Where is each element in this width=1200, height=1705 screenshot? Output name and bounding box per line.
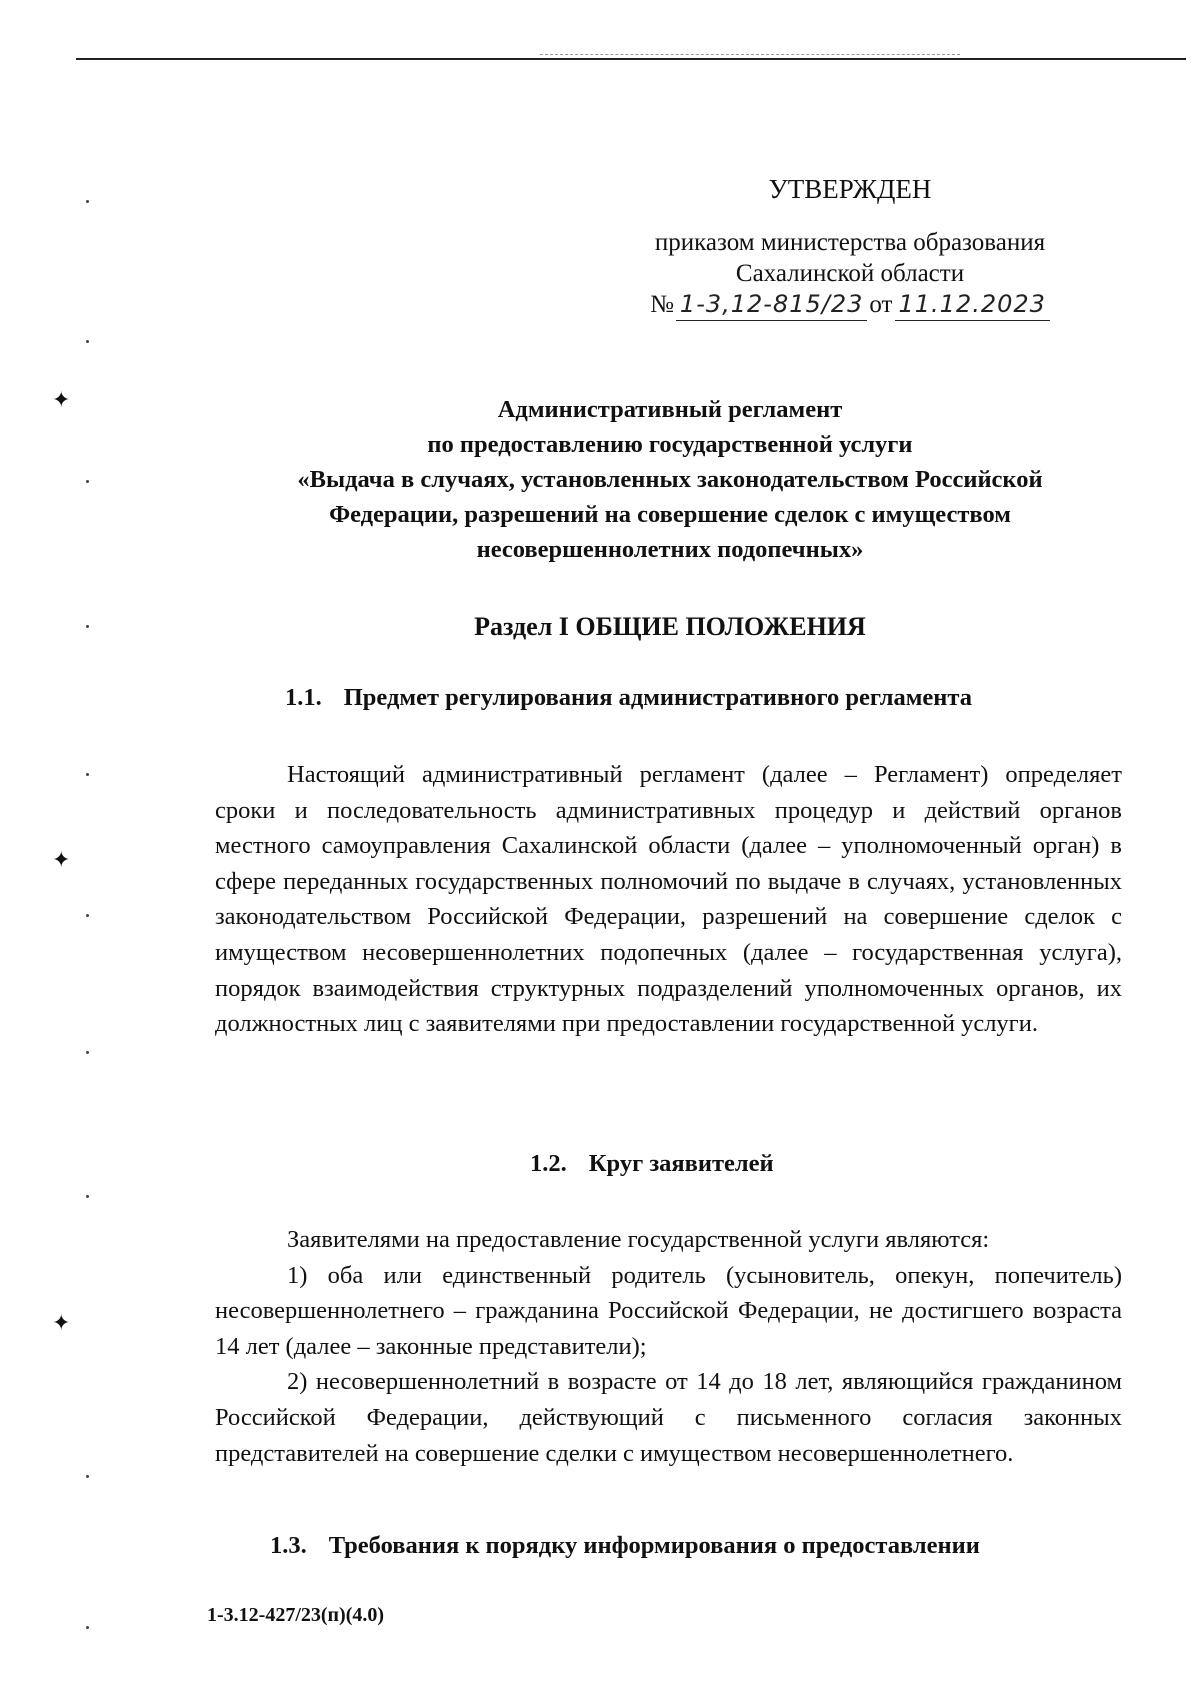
approval-region-line: Сахалинской области [735, 260, 965, 287]
approval-order-line: приказом министерства образования [654, 229, 1046, 256]
binding-arrow-icon: ✦ [52, 848, 71, 873]
binding-dot [86, 914, 89, 917]
subsection-heading-1-3 [270, 1532, 980, 1560]
paragraph-text: Настоящий административный регламент (далее – Регламент) определяет сроки и последовательность административных процедур и действий органов местного самоуправления Сахалинской области (далее – уполномоченный орган) в сфере переданных государственных полномочий по выдаче в случаях, установленных законодательством Российской Федерации, разрешений на совершение сделок с имуществом несовершеннолетних подопечных (далее – государственная услуга), порядок взаимодействия структурных подразделений уполномоченных органов, их должностных лиц с заявителями при предоставлении государственной услуги. [215, 761, 1122, 1038]
title-line: по предоставлению государственной услуги [427, 431, 913, 458]
binding-dot [86, 625, 89, 628]
subsection-heading-1-1 [285, 684, 972, 712]
binding-dot [86, 340, 89, 343]
subsection-title: Предмет регулирования административного регламента [343, 684, 972, 711]
subsection-title: Требования к порядку информирования о предоставлении [328, 1532, 980, 1559]
subsection-number: 1.2. [530, 1150, 567, 1177]
paragraph-text: Заявителями на предоставление государственной услуги являются: [287, 1226, 990, 1253]
paragraph-text: 1) оба или единственный родитель (усыновитель, опекун, попечитель) несовершеннолетнего – гражданина Российской Федерации, не достигшего возраста 14 лет (далее – законные представители); [215, 1261, 1122, 1360]
approval-block [620, 174, 1080, 321]
binding-dot [86, 1195, 89, 1198]
title-line: Федерации, разрешений на совершение сделок с имуществом [329, 501, 1011, 528]
binding-dot [86, 1475, 89, 1478]
binding-arrow-icon: ✦ [52, 1311, 71, 1336]
document-code: 1-3.12-427/23(п)(4.0) [207, 1604, 385, 1626]
title-line: «Выдача в случаях, установленных законодательством Российской [297, 466, 1043, 493]
subsection-number: 1.3. [270, 1532, 307, 1559]
title-line: несовершеннолетних подопечных» [476, 536, 864, 563]
binding-dot [86, 200, 89, 203]
subsection-number: 1.1. [285, 684, 322, 711]
approval-number-line [620, 289, 1080, 321]
title-line: Административный регламент [497, 396, 843, 423]
order-date-handwritten: 11.12.2023 [895, 289, 1050, 321]
binding-arrow-icon: ✦ [52, 388, 71, 413]
scan-noise-line [540, 54, 960, 55]
binding-dot [86, 1051, 89, 1054]
binding-dot [86, 480, 89, 483]
approved-label: УТВЕРЖДЕН [768, 174, 932, 204]
paragraph-applicants [215, 1222, 1122, 1471]
binding-dot [86, 773, 89, 776]
paragraph-text: 2) несовершеннолетний в возрасте от 14 до 18 лет, являющийся гражданином Российской Федерации, действующий с письменного согласия законных представителей на совершение сделки с имуществом несовершеннолетнего. [215, 1368, 1122, 1467]
date-prefix: от [869, 291, 893, 318]
scan-top-line [76, 58, 1186, 60]
subsection-title: Круг заявителей [588, 1150, 774, 1177]
number-prefix: № [650, 291, 674, 318]
section-title: Раздел I ОБЩИЕ ПОЛОЖЕНИЯ [474, 612, 866, 641]
document-title [210, 392, 1130, 567]
order-number-handwritten: 1-3,12-815/23 [676, 289, 867, 321]
binding-dot [86, 1626, 89, 1629]
paragraph-subject [215, 757, 1122, 1042]
subsection-heading-1-2 [530, 1150, 774, 1178]
